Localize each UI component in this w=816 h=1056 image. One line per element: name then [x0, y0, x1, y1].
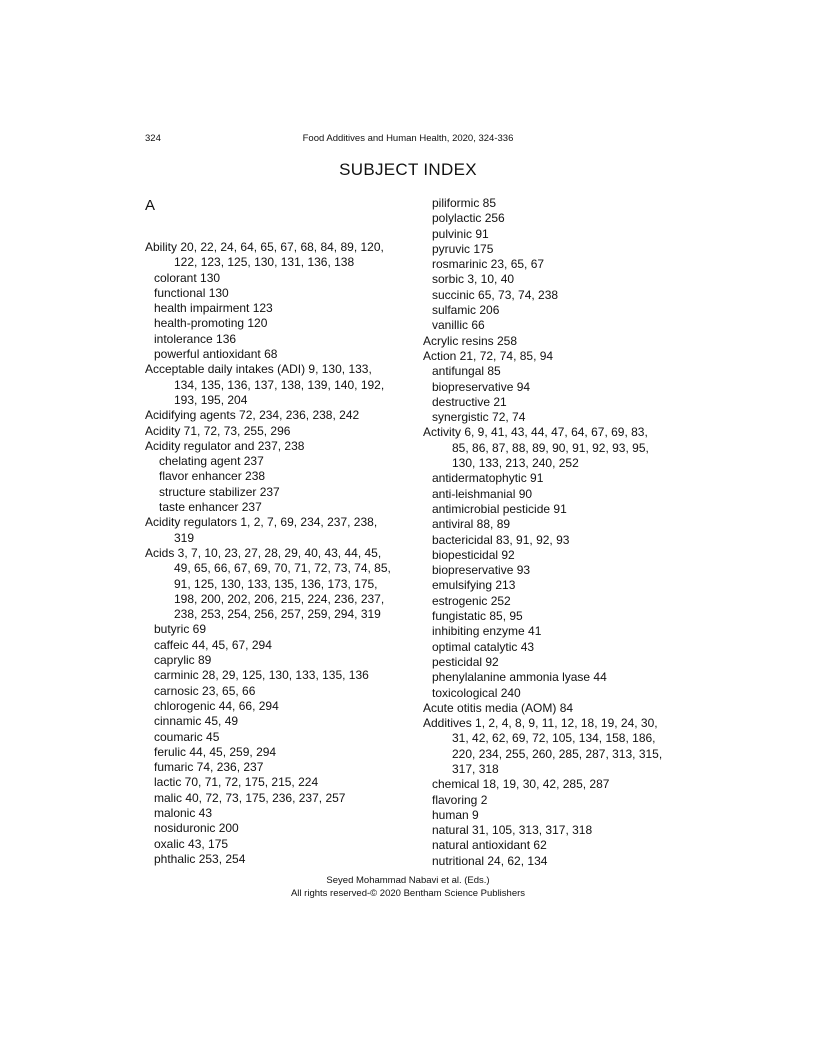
index-subentry: nosiduronic 200	[154, 821, 239, 836]
index-entry: Acceptable daily intakes (ADI) 9, 130, 133,	[145, 362, 372, 377]
index-entry: Acute otitis media (AOM) 84	[423, 700, 574, 715]
index-subentry: ferulic 44, 45, 259, 294	[154, 744, 277, 759]
index-subentry: structure stabilizer 237	[159, 484, 280, 499]
index-subentry: oxalic 43, 175	[154, 836, 229, 851]
index-entry-continuation: 134, 135, 136, 137, 138, 139, 140, 192,	[174, 377, 385, 392]
index-entry-continuation: 85, 86, 87, 88, 89, 90, 91, 92, 93, 95,	[452, 440, 649, 455]
index-entry-continuation: 198, 200, 202, 206, 215, 224, 236, 237,	[174, 591, 385, 606]
index-subentry: succinic 65, 73, 74, 238	[432, 287, 559, 302]
index-subentry: butyric 69	[154, 622, 207, 637]
index-subentry: sulfamic 206	[432, 303, 500, 318]
page-footer	[0, 874, 816, 900]
index-subentry: carnosic 23, 65, 66	[154, 683, 256, 698]
index-subentry: emulsifying 213	[432, 578, 516, 593]
running-header	[145, 133, 671, 147]
page-title: SUBJECT INDEX	[339, 160, 477, 179]
index-subentry: human 9	[432, 807, 479, 822]
index-entry: Ability 20, 22, 24, 64, 65, 67, 68, 84, 89, 120,	[145, 240, 384, 254]
index-subentry: pulvinic 91	[432, 226, 489, 241]
index-entry: Additives 1, 2, 4, 8, 9, 11, 12, 18, 19, 24, 30,	[423, 716, 658, 731]
index-subentry: bactericidal 83, 91, 92, 93	[432, 532, 570, 547]
index-subentry: malic 40, 72, 73, 175, 236, 237, 257	[154, 790, 346, 805]
index-subentry: natural antioxidant 62	[432, 838, 547, 853]
index-subentry: caprylic 89	[154, 653, 212, 668]
index-subentry: phthalic 253, 254	[154, 851, 246, 866]
index-subentry: anti-leishmanial 90	[432, 486, 533, 501]
index-subentry: caffeic 44, 45, 67, 294	[154, 637, 272, 652]
index-column-left	[145, 197, 407, 867]
index-entry-continuation: 31, 42, 62, 69, 72, 105, 134, 158, 186,	[452, 731, 656, 746]
index-subentry: piliformic 85	[432, 196, 497, 210]
index-subentry: optimal catalytic 43	[432, 639, 535, 654]
page-number: 324	[145, 133, 161, 144]
index-subentry: inhibiting enzyme 41	[432, 624, 542, 639]
index-entry-continuation: 317, 318	[452, 761, 499, 776]
index-subentry: chemical 18, 19, 30, 42, 285, 287	[432, 777, 610, 792]
index-subentry: flavor enhancer 238	[159, 469, 266, 484]
index-entry-continuation: 122, 123, 125, 130, 131, 136, 138	[174, 255, 355, 270]
index-subentry: pesticidal 92	[432, 654, 499, 669]
journal-citation: Food Additives and Human Health, 2020, 324-336	[302, 133, 514, 144]
index-subentry: intolerance 136	[154, 331, 237, 346]
footer-copyright: All rights reserved-© 2020 Bentham Science Publishers	[290, 888, 526, 899]
footer-editors: Seyed Mohammad Nabavi et al. (Eds.)	[326, 875, 490, 886]
index-subentry: antifungal 85	[432, 364, 501, 379]
index-subentry: synergistic 72, 74	[432, 410, 526, 425]
index-subentry: biopesticidal 92	[432, 547, 515, 562]
index-entry-continuation: 238, 253, 254, 256, 257, 259, 294, 319	[174, 607, 381, 622]
index-entry: Acidifying agents 72, 234, 236, 238, 242	[145, 408, 360, 423]
index-subentry: functional 130	[154, 285, 229, 300]
index-entry-continuation: 193, 195, 204	[174, 392, 248, 407]
index-subentry: health impairment 123	[154, 301, 273, 316]
index-subentry: vanillic 66	[432, 318, 485, 333]
index-subentry: antimicrobial pesticide 91	[432, 501, 567, 516]
index-subentry: biopreservative 93	[432, 563, 531, 578]
index-subentry: fumaric 74, 236, 237	[154, 760, 264, 775]
index-entry: Acids 3, 7, 10, 23, 27, 28, 29, 40, 43, 44, 45,	[145, 545, 382, 560]
index-subentry: biopreservative 94	[432, 379, 531, 394]
index-subentry: cinnamic 45, 49	[154, 714, 239, 729]
index-entry: Acidity regulator and 237, 238	[145, 438, 305, 453]
section-letter: A	[145, 197, 156, 214]
index-subentry: lactic 70, 71, 72, 175, 215, 224	[154, 775, 319, 790]
index-subentry: nutritional 24, 62, 134	[432, 853, 548, 868]
index-subentry: colorant 130	[154, 270, 221, 285]
index-subentry: antiviral 88, 89	[432, 517, 511, 532]
index-subentry: pyruvic 175	[432, 241, 494, 256]
index-entry: Acidity regulators 1, 2, 7, 69, 234, 237, 238,	[145, 515, 378, 530]
index-entry-continuation: 49, 65, 66, 67, 69, 70, 71, 72, 73, 74, 85,	[174, 561, 391, 576]
index-entry: Acrylic resins 258	[423, 333, 518, 348]
index-subentry: natural 31, 105, 313, 317, 318	[432, 823, 593, 838]
index-subentry: estrogenic 252	[432, 593, 511, 608]
index-subentry: chlorogenic 44, 66, 294	[154, 698, 279, 713]
index-subentry: taste enhancer 237	[159, 500, 262, 515]
index-column-right	[423, 196, 685, 869]
index-subentry: carminic 28, 29, 125, 130, 133, 135, 136	[154, 668, 369, 683]
index-subentry: toxicological 240	[432, 685, 521, 700]
index-entry-continuation: 220, 234, 255, 260, 285, 287, 313, 315,	[452, 746, 663, 761]
index-subentry: antidermatophytic 91	[432, 471, 544, 486]
index-entry-continuation: 319	[174, 530, 195, 545]
index-subentry: phenylalanine ammonia lyase 44	[432, 670, 607, 685]
index-subentry: destructive 21	[432, 394, 507, 409]
index-subentry: flavoring 2	[432, 792, 488, 807]
index-entry-continuation: 130, 133, 213, 240, 252	[452, 456, 579, 471]
index-subentry: malonic 43	[154, 805, 213, 820]
index-subentry: health-promoting 120	[154, 316, 268, 331]
index-subentry: fungistatic 85, 95	[432, 609, 523, 624]
index-entry-continuation: 91, 125, 130, 133, 135, 136, 173, 175,	[174, 576, 378, 591]
index-entry: Action 21, 72, 74, 85, 94	[423, 348, 554, 363]
index-entry: Activity 6, 9, 41, 43, 44, 47, 64, 67, 69, 83,	[423, 425, 648, 440]
index-subentry: rosmarinic 23, 65, 67	[432, 257, 545, 272]
index-subentry: sorbic 3, 10, 40	[432, 272, 515, 287]
index-entry: Acidity 71, 72, 73, 255, 296	[145, 423, 291, 438]
index-subentry: coumaric 45	[154, 729, 220, 744]
index-subentry: chelating agent 237	[159, 454, 264, 469]
index-subentry: polylactic 256	[432, 211, 505, 226]
index-subentry: powerful antioxidant 68	[154, 347, 278, 362]
